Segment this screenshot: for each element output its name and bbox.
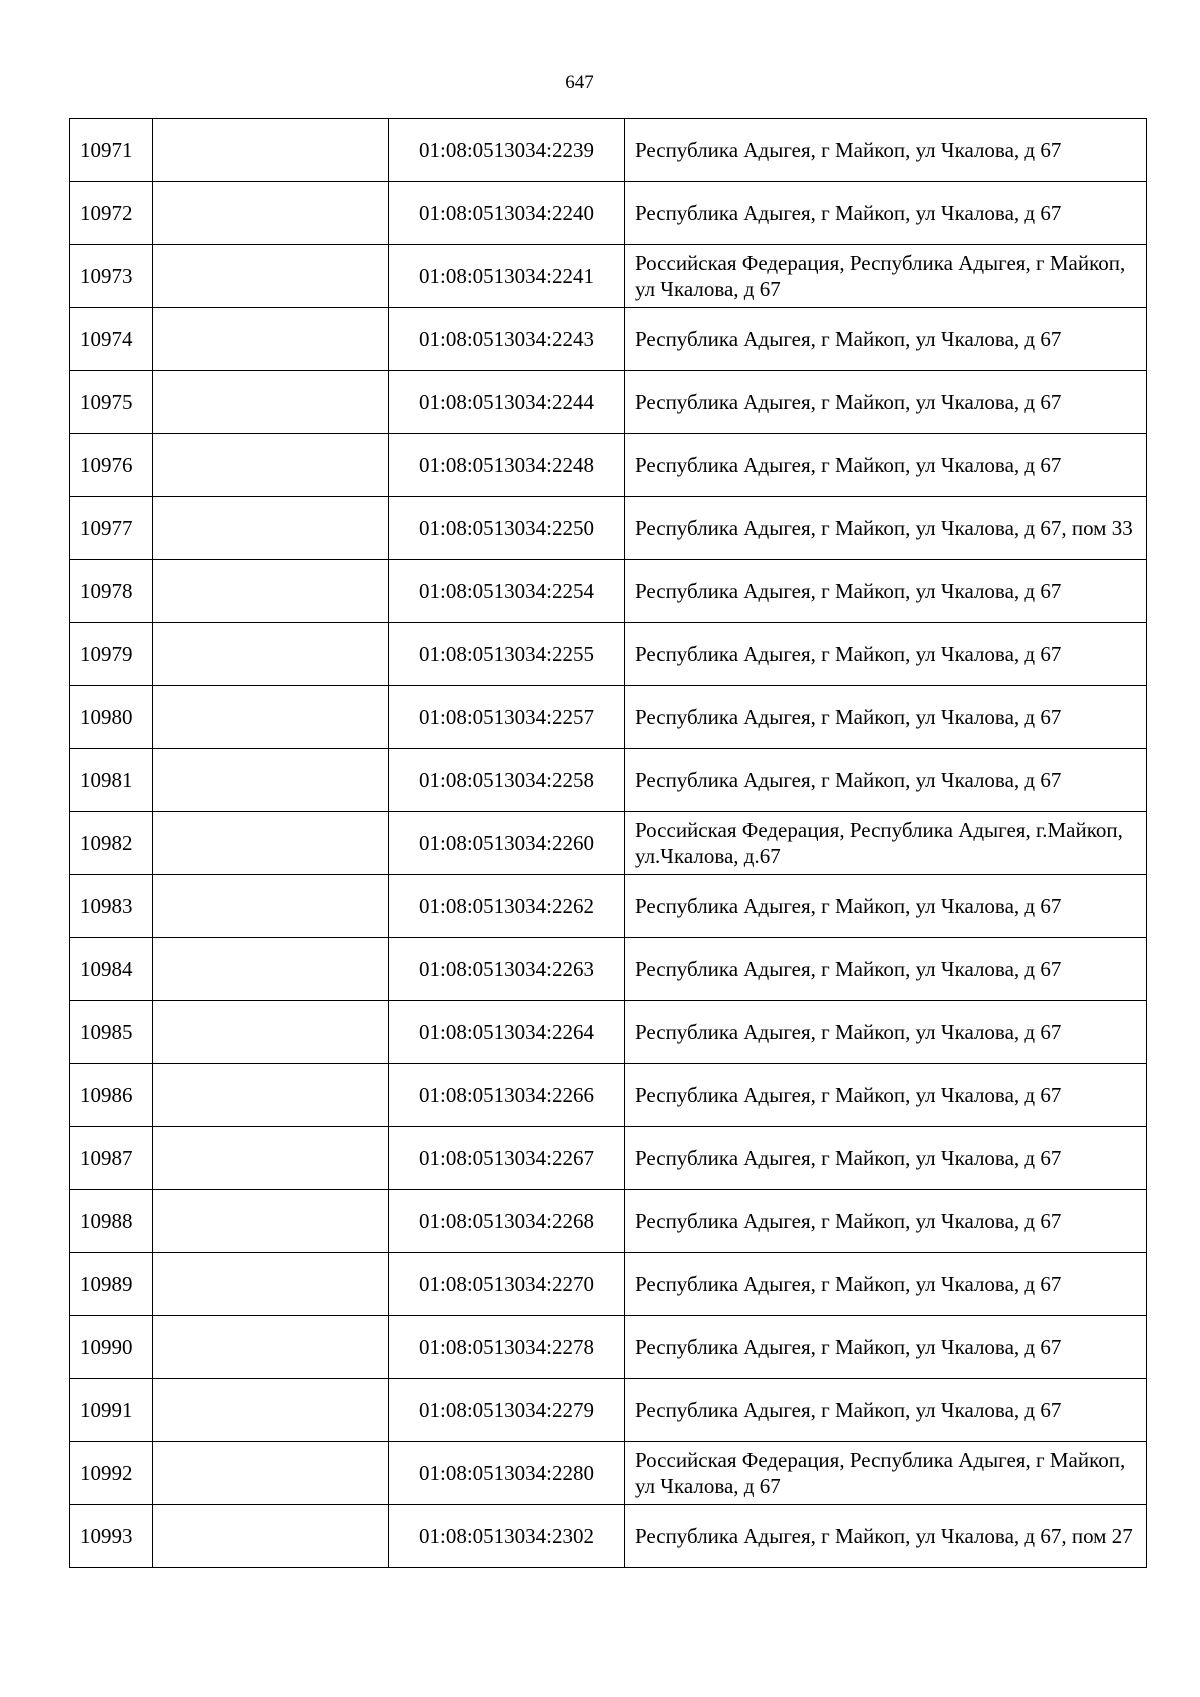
empty-cell bbox=[153, 308, 389, 371]
empty-cell bbox=[153, 1001, 389, 1064]
table-row bbox=[70, 245, 1147, 308]
cadastral-number-cell: 01:08:0513034:2241 bbox=[389, 245, 625, 308]
table-row bbox=[70, 875, 1147, 938]
address-cell: Российская Федерация, Республика Адыгея, г.Майкоп, ул.Чкалова, д.67 bbox=[625, 812, 1147, 875]
address-cell: Республика Адыгея, г Майкоп, ул Чкалова, д 67 bbox=[625, 1316, 1147, 1379]
empty-cell bbox=[153, 371, 389, 434]
row-number-cell: 10982 bbox=[70, 812, 153, 875]
registry-table-body bbox=[70, 119, 1147, 1568]
address-cell: Республика Адыгея, г Майкоп, ул Чкалова, д 67 bbox=[625, 1127, 1147, 1190]
page-number: 647 bbox=[565, 72, 594, 93]
cadastral-number-cell: 01:08:0513034:2266 bbox=[389, 1064, 625, 1127]
row-number-cell: 10990 bbox=[70, 1316, 153, 1379]
row-number-cell: 10971 bbox=[70, 119, 153, 182]
table-row bbox=[70, 1127, 1147, 1190]
address-cell: Республика Адыгея, г Майкоп, ул Чкалова, д 67 bbox=[625, 182, 1147, 245]
row-number-cell: 10974 bbox=[70, 308, 153, 371]
address-cell: Республика Адыгея, г Майкоп, ул Чкалова, д 67, пом 27 bbox=[625, 1505, 1147, 1568]
address-cell: Российская Федерация, Республика Адыгея, г Майкоп, ул Чкалова, д 67 bbox=[625, 245, 1147, 308]
table-row bbox=[70, 1001, 1147, 1064]
empty-cell bbox=[153, 560, 389, 623]
row-number-cell: 10973 bbox=[70, 245, 153, 308]
cadastral-number-cell: 01:08:0513034:2244 bbox=[389, 371, 625, 434]
cadastral-number-cell: 01:08:0513034:2280 bbox=[389, 1442, 625, 1505]
table-row bbox=[70, 938, 1147, 1001]
row-number-cell: 10976 bbox=[70, 434, 153, 497]
address-cell: Республика Адыгея, г Майкоп, ул Чкалова, д 67 bbox=[625, 1064, 1147, 1127]
address-cell: Республика Адыгея, г Майкоп, ул Чкалова, д 67 bbox=[625, 938, 1147, 1001]
row-number-cell: 10986 bbox=[70, 1064, 153, 1127]
empty-cell bbox=[153, 182, 389, 245]
cadastral-number-cell: 01:08:0513034:2268 bbox=[389, 1190, 625, 1253]
empty-cell bbox=[153, 749, 389, 812]
row-number-cell: 10975 bbox=[70, 371, 153, 434]
address-cell: Республика Адыгея, г Майкоп, ул Чкалова, д 67 bbox=[625, 1253, 1147, 1316]
cadastral-number-cell: 01:08:0513034:2278 bbox=[389, 1316, 625, 1379]
empty-cell bbox=[153, 938, 389, 1001]
table-row bbox=[70, 308, 1147, 371]
row-number-cell: 10991 bbox=[70, 1379, 153, 1442]
empty-cell bbox=[153, 1253, 389, 1316]
table-row bbox=[70, 749, 1147, 812]
table-row bbox=[70, 1505, 1147, 1568]
row-number-cell: 10993 bbox=[70, 1505, 153, 1568]
cadastral-number-cell: 01:08:0513034:2302 bbox=[389, 1505, 625, 1568]
empty-cell bbox=[153, 1064, 389, 1127]
cadastral-number-cell: 01:08:0513034:2243 bbox=[389, 308, 625, 371]
cadastral-number-cell: 01:08:0513034:2258 bbox=[389, 749, 625, 812]
address-cell: Республика Адыгея, г Майкоп, ул Чкалова, д 67 bbox=[625, 1001, 1147, 1064]
row-number-cell: 10979 bbox=[70, 623, 153, 686]
row-number-cell: 10987 bbox=[70, 1127, 153, 1190]
address-cell: Республика Адыгея, г Майкоп, ул Чкалова, д 67 bbox=[625, 434, 1147, 497]
cadastral-number-cell: 01:08:0513034:2263 bbox=[389, 938, 625, 1001]
cadastral-number-cell: 01:08:0513034:2264 bbox=[389, 1001, 625, 1064]
table-row bbox=[70, 371, 1147, 434]
empty-cell bbox=[153, 497, 389, 560]
row-number-cell: 10978 bbox=[70, 560, 153, 623]
address-cell: Республика Адыгея, г Майкоп, ул Чкалова, д 67 bbox=[625, 875, 1147, 938]
empty-cell bbox=[153, 1442, 389, 1505]
empty-cell bbox=[153, 875, 389, 938]
address-cell: Республика Адыгея, г Майкоп, ул Чкалова, д 67 bbox=[625, 119, 1147, 182]
address-cell: Республика Адыгея, г Майкоп, ул Чкалова, д 67 bbox=[625, 1190, 1147, 1253]
cadastral-number-cell: 01:08:0513034:2248 bbox=[389, 434, 625, 497]
empty-cell bbox=[153, 1127, 389, 1190]
empty-cell bbox=[153, 1505, 389, 1568]
table-row bbox=[70, 1442, 1147, 1505]
row-number-cell: 10977 bbox=[70, 497, 153, 560]
address-cell: Российская Федерация, Республика Адыгея, г Майкоп, ул Чкалова, д 67 bbox=[625, 1442, 1147, 1505]
row-number-cell: 10972 bbox=[70, 182, 153, 245]
address-cell: Республика Адыгея, г Майкоп, ул Чкалова, д 67 bbox=[625, 686, 1147, 749]
row-number-cell: 10992 bbox=[70, 1442, 153, 1505]
empty-cell bbox=[153, 119, 389, 182]
table-row bbox=[70, 812, 1147, 875]
table-row bbox=[70, 1379, 1147, 1442]
table-row bbox=[70, 119, 1147, 182]
empty-cell bbox=[153, 686, 389, 749]
address-cell: Республика Адыгея, г Майкоп, ул Чкалова, д 67 bbox=[625, 560, 1147, 623]
empty-cell bbox=[153, 1190, 389, 1253]
cadastral-number-cell: 01:08:0513034:2240 bbox=[389, 182, 625, 245]
table-row bbox=[70, 182, 1147, 245]
empty-cell bbox=[153, 1316, 389, 1379]
row-number-cell: 10980 bbox=[70, 686, 153, 749]
table-row bbox=[70, 1190, 1147, 1253]
cadastral-number-cell: 01:08:0513034:2255 bbox=[389, 623, 625, 686]
cadastral-number-cell: 01:08:0513034:2262 bbox=[389, 875, 625, 938]
empty-cell bbox=[153, 434, 389, 497]
table-row bbox=[70, 434, 1147, 497]
address-cell: Республика Адыгея, г Майкоп, ул Чкалова, д 67 bbox=[625, 1379, 1147, 1442]
cadastral-number-cell: 01:08:0513034:2267 bbox=[389, 1127, 625, 1190]
empty-cell bbox=[153, 623, 389, 686]
cadastral-number-cell: 01:08:0513034:2279 bbox=[389, 1379, 625, 1442]
table-row bbox=[70, 1316, 1147, 1379]
cadastral-number-cell: 01:08:0513034:2257 bbox=[389, 686, 625, 749]
table-row bbox=[70, 560, 1147, 623]
table-row bbox=[70, 686, 1147, 749]
cadastral-number-cell: 01:08:0513034:2254 bbox=[389, 560, 625, 623]
cadastral-number-cell: 01:08:0513034:2260 bbox=[389, 812, 625, 875]
cadastral-number-cell: 01:08:0513034:2239 bbox=[389, 119, 625, 182]
registry-table bbox=[69, 118, 1147, 1568]
row-number-cell: 10983 bbox=[70, 875, 153, 938]
row-number-cell: 10988 bbox=[70, 1190, 153, 1253]
cadastral-number-cell: 01:08:0513034:2250 bbox=[389, 497, 625, 560]
empty-cell bbox=[153, 1379, 389, 1442]
row-number-cell: 10989 bbox=[70, 1253, 153, 1316]
table-row bbox=[70, 1064, 1147, 1127]
empty-cell bbox=[153, 245, 389, 308]
table-row bbox=[70, 497, 1147, 560]
address-cell: Республика Адыгея, г Майкоп, ул Чкалова, д 67 bbox=[625, 749, 1147, 812]
row-number-cell: 10981 bbox=[70, 749, 153, 812]
address-cell: Республика Адыгея, г Майкоп, ул Чкалова, д 67 bbox=[625, 371, 1147, 434]
table-row bbox=[70, 623, 1147, 686]
empty-cell bbox=[153, 812, 389, 875]
address-cell: Республика Адыгея, г Майкоп, ул Чкалова, д 67 bbox=[625, 308, 1147, 371]
row-number-cell: 10985 bbox=[70, 1001, 153, 1064]
table-row bbox=[70, 1253, 1147, 1316]
cadastral-number-cell: 01:08:0513034:2270 bbox=[389, 1253, 625, 1316]
row-number-cell: 10984 bbox=[70, 938, 153, 1001]
address-cell: Республика Адыгея, г Майкоп, ул Чкалова, д 67 bbox=[625, 623, 1147, 686]
address-cell: Республика Адыгея, г Майкоп, ул Чкалова, д 67, пом 33 bbox=[625, 497, 1147, 560]
